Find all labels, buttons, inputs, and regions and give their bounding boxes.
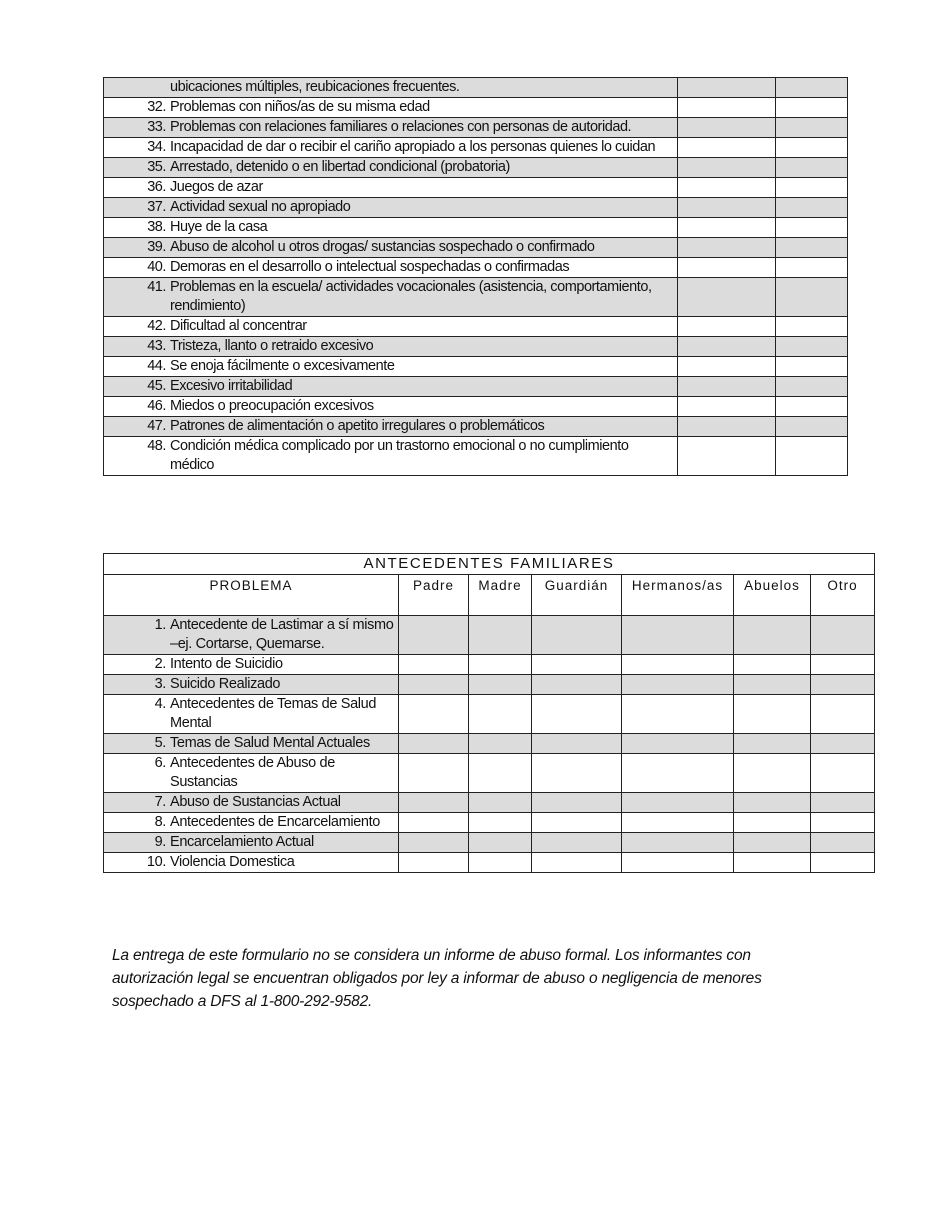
relative-checkbox-cell[interactable]: [469, 833, 532, 853]
item-text: Temas de Salud Mental Actuales: [170, 735, 370, 751]
answer-cell[interactable]: [678, 238, 776, 258]
item-number: 46.: [147, 398, 166, 414]
family-history-row: [104, 655, 875, 675]
symptom-row: [104, 437, 848, 476]
item-cell: [104, 218, 678, 238]
relative-checkbox-cell[interactable]: [811, 853, 875, 873]
item-text: Juegos de azar: [170, 179, 263, 195]
answer-cell[interactable]: [678, 437, 776, 476]
relative-checkbox-cell[interactable]: [399, 675, 469, 695]
family-history-row: [104, 833, 875, 853]
item-cell: [104, 118, 678, 138]
item-text: Miedos o preocupación excesivos: [170, 398, 374, 414]
column-header: PROBLEMA: [104, 575, 399, 616]
answer-cell[interactable]: [678, 198, 776, 218]
symptom-row: [104, 98, 848, 118]
item-number: 2.: [154, 656, 166, 672]
item-text: Intento de Suicidio: [170, 656, 283, 672]
answer-cell[interactable]: [678, 397, 776, 417]
item-number: 4.: [154, 696, 166, 712]
item-cell: [104, 198, 678, 218]
relative-checkbox-cell[interactable]: [734, 655, 811, 675]
relative-checkbox-cell[interactable]: [622, 754, 734, 793]
relative-checkbox-cell[interactable]: [532, 734, 622, 754]
item-text: Actividad sexual no apropiado: [170, 199, 351, 215]
symptom-row: [104, 417, 848, 437]
column-header: Guardián: [532, 575, 622, 616]
item-number: 42.: [147, 318, 166, 334]
symptom-row: [104, 218, 848, 238]
item-text: Violencia Domestica: [170, 854, 295, 870]
item-cell: [104, 78, 678, 98]
item-cell: [104, 695, 399, 734]
symptom-row: [104, 337, 848, 357]
column-header: Madre: [469, 575, 532, 616]
answer-cell[interactable]: [776, 258, 848, 278]
item-text: Antecedentes de Temas de Salud Mental: [170, 696, 377, 731]
relative-checkbox-cell[interactable]: [399, 813, 469, 833]
relative-checkbox-cell[interactable]: [622, 793, 734, 813]
answer-cell[interactable]: [776, 278, 848, 317]
item-cell: [104, 655, 399, 675]
answer-cell[interactable]: [678, 278, 776, 317]
relative-checkbox-cell[interactable]: [734, 734, 811, 754]
relative-checkbox-cell[interactable]: [399, 793, 469, 813]
item-number: 40.: [147, 259, 166, 275]
item-text: Arrestado, detenido o en libertad condicional (probatoria): [170, 159, 510, 175]
relative-checkbox-cell[interactable]: [811, 695, 875, 734]
item-cell: [104, 337, 678, 357]
item-cell: [104, 238, 678, 258]
item-cell: [104, 138, 678, 158]
relative-checkbox-cell[interactable]: [622, 616, 734, 655]
family-history-header-row: [104, 575, 875, 616]
relative-checkbox-cell[interactable]: [734, 853, 811, 873]
answer-cell[interactable]: [678, 317, 776, 337]
answer-cell[interactable]: [678, 158, 776, 178]
item-text: Se enoja fácilmente o excesivamente: [170, 358, 395, 374]
answer-cell[interactable]: [678, 357, 776, 377]
answer-cell[interactable]: [678, 417, 776, 437]
item-number: 8.: [154, 814, 166, 830]
relative-checkbox-cell[interactable]: [622, 813, 734, 833]
item-number: 3.: [154, 676, 166, 692]
answer-cell[interactable]: [776, 98, 848, 118]
relative-checkbox-cell[interactable]: [469, 655, 532, 675]
family-history-row: [104, 813, 875, 833]
item-number: 37.: [147, 199, 166, 215]
relative-checkbox-cell[interactable]: [469, 675, 532, 695]
item-cell: [104, 813, 399, 833]
relative-checkbox-cell[interactable]: [532, 655, 622, 675]
item-cell: [104, 437, 678, 476]
answer-cell[interactable]: [678, 118, 776, 138]
item-text: ubicaciones múltiples, reubicaciones frecuentes.: [170, 79, 460, 95]
item-number: 45.: [147, 378, 166, 394]
symptom-row: [104, 78, 848, 98]
item-text: Encarcelamiento Actual: [170, 834, 314, 850]
symptom-row: [104, 258, 848, 278]
column-header: Hermanos/as: [622, 575, 734, 616]
answer-cell[interactable]: [678, 377, 776, 397]
column-header: Otro: [811, 575, 875, 616]
relative-checkbox-cell[interactable]: [532, 833, 622, 853]
relative-checkbox-cell[interactable]: [734, 813, 811, 833]
family-history-row: [104, 734, 875, 754]
item-number: 1.: [154, 617, 166, 633]
item-number: 43.: [147, 338, 166, 354]
answer-cell[interactable]: [776, 437, 848, 476]
item-cell: [104, 397, 678, 417]
item-text: Abuso de Sustancias Actual: [170, 794, 341, 810]
answer-cell[interactable]: [678, 98, 776, 118]
relative-checkbox-cell[interactable]: [469, 616, 532, 655]
symptom-row: [104, 118, 848, 138]
answer-cell[interactable]: [776, 337, 848, 357]
item-number: 6.: [154, 755, 166, 771]
column-header: Abuelos: [734, 575, 811, 616]
answer-cell[interactable]: [776, 238, 848, 258]
family-history-table: [103, 553, 875, 873]
item-cell: [104, 417, 678, 437]
symptom-row: [104, 238, 848, 258]
symptom-row: [104, 138, 848, 158]
symptom-row: [104, 377, 848, 397]
answer-cell[interactable]: [776, 218, 848, 238]
item-text: Dificultad al concentrar: [170, 318, 307, 334]
item-cell: [104, 853, 399, 873]
item-number: 34.: [147, 139, 166, 155]
relative-checkbox-cell[interactable]: [532, 853, 622, 873]
item-cell: [104, 833, 399, 853]
item-number: 44.: [147, 358, 166, 374]
column-header: Padre: [399, 575, 469, 616]
family-history-row: [104, 793, 875, 813]
relative-checkbox-cell[interactable]: [532, 813, 622, 833]
family-history-row: [104, 853, 875, 873]
item-cell: [104, 98, 678, 118]
answer-cell[interactable]: [776, 138, 848, 158]
relative-checkbox-cell[interactable]: [469, 813, 532, 833]
item-cell: [104, 675, 399, 695]
item-cell: [104, 258, 678, 278]
answer-cell[interactable]: [678, 178, 776, 198]
symptom-row: [104, 317, 848, 337]
relative-checkbox-cell[interactable]: [734, 754, 811, 793]
answer-cell[interactable]: [776, 397, 848, 417]
symptom-row: [104, 178, 848, 198]
relative-checkbox-cell[interactable]: [469, 853, 532, 873]
relative-checkbox-cell[interactable]: [811, 675, 875, 695]
answer-cell[interactable]: [678, 78, 776, 98]
relative-checkbox-cell[interactable]: [399, 695, 469, 734]
answer-cell[interactable]: [776, 78, 848, 98]
item-number: [104, 78, 170, 97]
answer-cell[interactable]: [776, 417, 848, 437]
relative-checkbox-cell[interactable]: [811, 754, 875, 793]
item-text: Tristeza, llanto o retraido excesivo: [170, 338, 374, 354]
item-cell: [104, 178, 678, 198]
item-number: 10.: [146, 854, 166, 870]
item-text: Huye de la casa: [170, 219, 268, 235]
item-number: 39.: [147, 239, 166, 255]
relative-checkbox-cell[interactable]: [399, 655, 469, 675]
symptom-row: [104, 198, 848, 218]
answer-cell[interactable]: [776, 317, 848, 337]
family-history-body: [104, 616, 875, 873]
relative-checkbox-cell[interactable]: [469, 734, 532, 754]
item-number: 38.: [147, 219, 166, 235]
item-text: Antecedentes de Encarcelamiento: [170, 814, 381, 830]
answer-cell[interactable]: [678, 138, 776, 158]
family-history-row: [104, 754, 875, 793]
answer-cell[interactable]: [776, 357, 848, 377]
answer-cell[interactable]: [678, 218, 776, 238]
relative-checkbox-cell[interactable]: [734, 695, 811, 734]
answer-cell[interactable]: [776, 198, 848, 218]
relative-checkbox-cell[interactable]: [811, 793, 875, 813]
relative-checkbox-cell[interactable]: [734, 616, 811, 655]
relative-checkbox-cell[interactable]: [532, 616, 622, 655]
relative-checkbox-cell[interactable]: [399, 853, 469, 873]
relative-checkbox-cell[interactable]: [622, 734, 734, 754]
relative-checkbox-cell[interactable]: [811, 655, 875, 675]
symptom-row: [104, 397, 848, 417]
item-number: 5.: [154, 735, 166, 751]
abuse-report-notice: La entrega de este formulario no se considera un informe de abuso formal. Los informantes con autorización legal se encuentran obligados por ley a informar de abuso o negligencia de menores sospechado a DFS al 1-800-292-9582.: [112, 947, 762, 1010]
item-text: Excesivo irritabilidad: [170, 378, 293, 394]
relative-checkbox-cell[interactable]: [399, 833, 469, 853]
item-cell: [104, 754, 399, 793]
relative-checkbox-cell[interactable]: [622, 655, 734, 675]
relative-checkbox-cell[interactable]: [811, 616, 875, 655]
item-cell: [104, 793, 399, 813]
item-number: 35.: [147, 159, 166, 175]
relative-checkbox-cell[interactable]: [532, 754, 622, 793]
answer-cell[interactable]: [678, 258, 776, 278]
item-cell: [104, 357, 678, 377]
relative-checkbox-cell[interactable]: [734, 793, 811, 813]
item-text: Antecedente de Lastimar a sí mismo –ej. Cortarse, Quemarse.: [170, 617, 394, 652]
family-history-title: ANTECEDENTES FAMILIARES: [104, 554, 875, 575]
relative-checkbox-cell[interactable]: [622, 833, 734, 853]
symptom-row: [104, 357, 848, 377]
item-text: Demoras en el desarrollo o intelectual sospechadas o confirmadas: [170, 259, 570, 275]
item-text: Condición médica complicado por un trastorno emocional o no cumplimiento médico: [170, 438, 629, 473]
relative-checkbox-cell[interactable]: [532, 675, 622, 695]
symptom-checklist-body: [104, 78, 848, 476]
relative-checkbox-cell[interactable]: [734, 675, 811, 695]
item-cell: [104, 158, 678, 178]
relative-checkbox-cell[interactable]: [811, 813, 875, 833]
symptom-checklist-table: [103, 77, 848, 476]
item-text: Problemas con relaciones familiares o relaciones con personas de autoridad.: [170, 119, 632, 135]
relative-checkbox-cell[interactable]: [622, 695, 734, 734]
family-history-row: [104, 616, 875, 655]
relative-checkbox-cell[interactable]: [811, 833, 875, 853]
item-text: Abuso de alcohol u otros drogas/ sustancias sospechado o confirmado: [170, 239, 595, 255]
item-number: 47.: [147, 418, 166, 434]
family-history-row: [104, 695, 875, 734]
item-text: Problemas en la escuela/ actividades vocacionales (asistencia, comportamiento, rendimiento): [170, 279, 652, 314]
item-cell: [104, 616, 399, 655]
family-history-row: [104, 675, 875, 695]
relative-checkbox-cell[interactable]: [622, 853, 734, 873]
relative-checkbox-cell[interactable]: [811, 734, 875, 754]
answer-cell[interactable]: [776, 377, 848, 397]
relative-checkbox-cell[interactable]: [734, 833, 811, 853]
item-number: 33.: [147, 119, 166, 135]
relative-checkbox-cell[interactable]: [469, 793, 532, 813]
symptom-row: [104, 278, 848, 317]
relative-checkbox-cell[interactable]: [399, 734, 469, 754]
item-text: Problemas con niños/as de su misma edad: [170, 99, 430, 115]
relative-checkbox-cell[interactable]: [469, 754, 532, 793]
item-cell: [104, 734, 399, 754]
item-text: Antecedentes de Abuso de Sustancias: [170, 755, 335, 790]
answer-cell[interactable]: [678, 337, 776, 357]
item-number: 48.: [147, 438, 166, 454]
item-number: 41.: [147, 279, 166, 295]
answer-cell[interactable]: [776, 118, 848, 138]
relative-checkbox-cell[interactable]: [532, 793, 622, 813]
item-number: 36.: [147, 179, 166, 195]
item-cell: [104, 317, 678, 337]
item-number: 7.: [154, 794, 166, 810]
relative-checkbox-cell[interactable]: [532, 695, 622, 734]
answer-cell[interactable]: [776, 178, 848, 198]
item-text: Patrones de alimentación o apetito irregulares o problemáticos: [170, 418, 545, 434]
relative-checkbox-cell[interactable]: [399, 616, 469, 655]
item-cell: [104, 377, 678, 397]
relative-checkbox-cell[interactable]: [469, 695, 532, 734]
relative-checkbox-cell[interactable]: [622, 675, 734, 695]
item-cell: [104, 278, 678, 317]
item-number: 9.: [154, 834, 166, 850]
item-text: Suicido Realizado: [170, 676, 281, 692]
item-text: Incapacidad de dar o recibir el cariño apropiado a los personas quienes lo cuidan: [170, 139, 656, 155]
item-number: 32.: [147, 99, 166, 115]
relative-checkbox-cell[interactable]: [399, 754, 469, 793]
symptom-row: [104, 158, 848, 178]
answer-cell[interactable]: [776, 158, 848, 178]
